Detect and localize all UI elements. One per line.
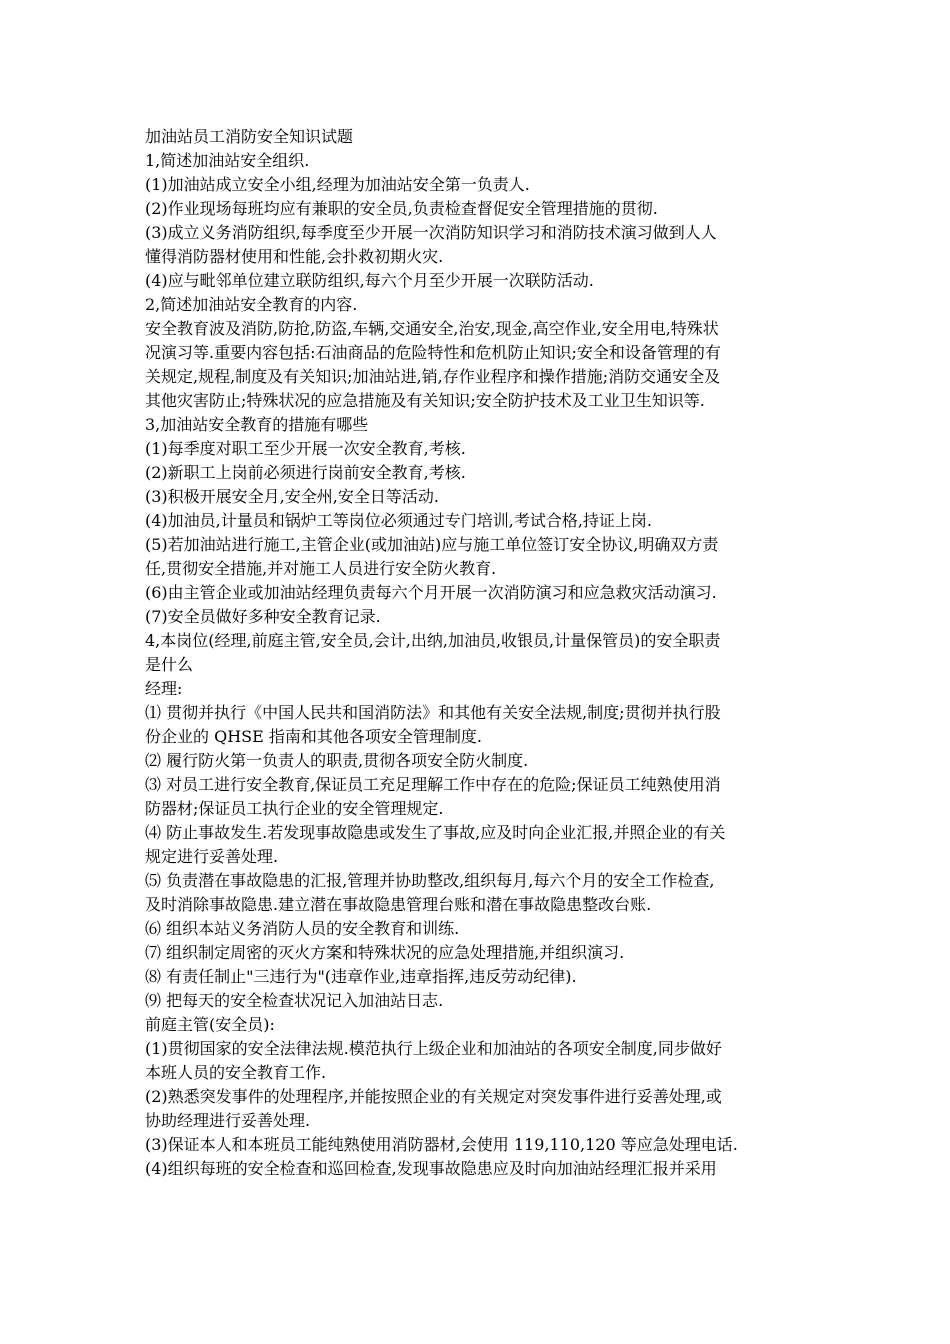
text-line: 懂得消防器材使用和性能,会扑救初期火灾. (145, 247, 444, 266)
text-line: 4,本岗位(经理,前庭主管,安全员,会计,出纳,加油员,收银员,计量保管员)的安全职责 (145, 631, 721, 650)
document-title: 加油站员工消防安全知识试题 (145, 127, 354, 146)
text-line: ⑹ 组织本站义务消防人员的安全教育和训练. (145, 919, 460, 938)
text-line: 规定进行妥善处理. (145, 847, 279, 866)
text-line: (2)作业现场每班均应有兼职的安全员,负责检查督促安全管理措施的贯彻. (145, 199, 658, 218)
text-line: 关规定,规程,制度及有关知识;加油站进,销,存作业程序和操作措施;消防交通安全及 (145, 367, 721, 386)
text-line: 其他灾害防止;特殊状况的应急措施及有关知识;安全防护技术及工业卫生知识等. (145, 391, 705, 410)
text-line: (3)保证本人和本班员工能纯熟使用消防器材,会使用 119,110,120 等应急处理电话. (145, 1135, 738, 1154)
text-line: 1,简述加油站安全组织. (145, 151, 310, 170)
text-line: 3,加油站安全教育的措施有哪些 (145, 415, 369, 434)
text-line: (2)新职工上岗前必须进行岗前安全教育,考核. (145, 463, 466, 482)
text-line: 是什么 (145, 655, 194, 674)
text-line: (7)安全员做好多种安全教育记录. (145, 607, 381, 626)
text-line: 任,贯彻安全措施,并对施工人员进行安全防火教育. (145, 559, 497, 578)
text-line: 况演习等.重要内容包括:石油商品的危险特性和危机防止知识;安全和设备管理的有 (145, 343, 721, 362)
text-line: (4)加油员,计量员和锅炉工等岗位必须通过专门培训,考试合格,持证上岗. (145, 511, 653, 530)
text-line: ⑵ 履行防火第一负责人的职责,贯彻各项安全防火制度. (145, 751, 529, 770)
text-line: (6)由主管企业或加油站经理负责每六个月开展一次消防演习和应急救灾活动演习. (145, 583, 717, 602)
text-line: (1)每季度对职工至少开展一次安全教育,考核. (145, 439, 466, 458)
text-line: 本班人员的安全教育工作. (145, 1063, 327, 1082)
text-line: ⑶ 对员工进行安全教育,保证员工充足理解工作中存在的危险;保证员工纯熟使用消 (145, 775, 721, 794)
text-line: 份企业的 QHSE 指南和其他各项安全管理制度. (145, 727, 482, 746)
text-line: 前庭主管(安全员): (145, 1015, 275, 1034)
text-line: ⑴ 贯彻并执行《中国人民共和国消防法》和其他有关安全法规,制度;贯彻并执行股 (145, 703, 721, 722)
text-line: (4)应与毗邻单位建立联防组织,每六个月至少开展一次联防活动. (145, 271, 594, 290)
text-line: (3)成立义务消防组织,每季度至少开展一次消防知识学习和消防技术演习做到人人 (145, 223, 717, 242)
text-line: ⑼ 把每天的安全检查状况记入加油站日志. (145, 991, 444, 1010)
text-line: 及时消除事故隐患.建立潜在事故隐患管理台账和潜在事故隐患整改台账. (145, 895, 652, 914)
text-line: ⑸ 负责潜在事故隐患的汇报,管理并协助整改,组织每月,每六个月的安全工作检查, (145, 871, 715, 890)
text-line: (5)若加油站进行施工,主管企业(或加油站)应与施工单位签订安全协议,明确双方责 (145, 535, 719, 554)
text-line: (2)熟悉突发事件的处理程序,并能按照企业的有关规定对突发事件进行妥善处理,或 (145, 1087, 722, 1106)
text-line: 防器材;保证员工执行企业的安全管理规定. (145, 799, 444, 818)
text-line: 安全教育波及消防,防抢,防盗,车辆,交通安全,治安,现金,高空作业,安全用电,特殊状 (145, 319, 719, 338)
text-line: 经理: (145, 679, 183, 698)
text-line: ⑺ 组织制定周密的灭火方案和特殊状况的应急处理措施,并组织演习. (145, 943, 625, 962)
text-line: (1)加油站成立安全小组,经理为加油站安全第一负责人. (145, 175, 530, 194)
text-line: (1)贯彻国家的安全法律法规.模范执行上级企业和加油站的各项安全制度,同步做好 (145, 1039, 722, 1058)
document-body (145, 125, 815, 1181)
text-line: (3)积极开展安全月,安全州,安全日等活动. (145, 487, 439, 506)
text-line: 2,简述加油站安全教育的内容. (145, 295, 358, 314)
text-line: ⑻ 有责任制止"三违行为"(违章作业,违章指挥,违反劳动纪律). (145, 967, 577, 986)
text-line: (4)组织每班的安全检查和巡回检查,发现事故隐患应及时向加油站经理汇报并采用 (145, 1159, 717, 1178)
text-line: ⑷ 防止事故发生.若发现事故隐患或发生了事故,应及时向企业汇报,并照企业的有关 (145, 823, 726, 842)
text-line: 协助经理进行妥善处理. (145, 1111, 311, 1130)
